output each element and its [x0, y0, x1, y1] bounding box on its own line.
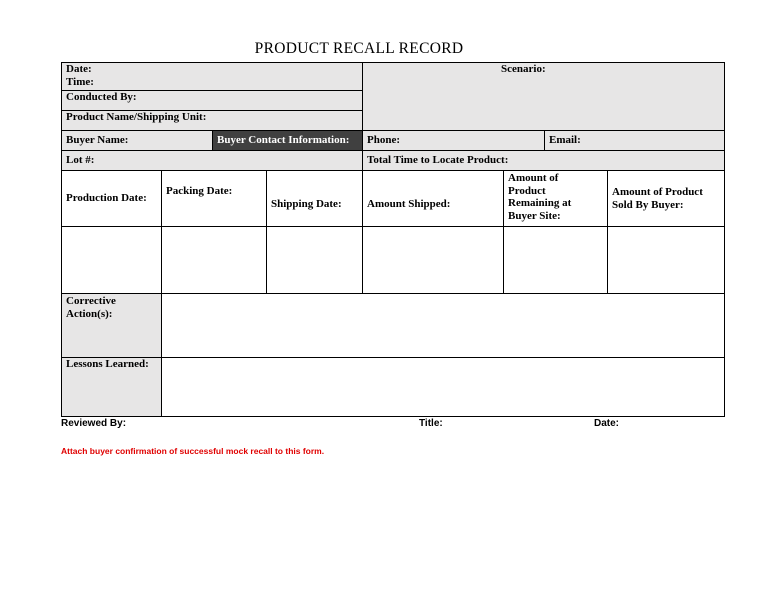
date-label: Date:: [66, 63, 92, 75]
footer-title-label: Title:: [419, 418, 443, 429]
date-time-cell[interactable]: [61, 62, 363, 91]
total-time-cell[interactable]: Total Time to Locate Product:: [362, 150, 725, 171]
corrective-action-field[interactable]: [161, 293, 725, 358]
form-title: PRODUCT RECALL RECORD: [254, 40, 464, 57]
lot-cell[interactable]: Lot #:: [61, 150, 363, 171]
col-production-date: Production Date:: [61, 170, 162, 227]
production-date-field[interactable]: [61, 226, 162, 294]
amount-shipped-field[interactable]: [362, 226, 504, 294]
reviewed-by-label: Reviewed By:: [61, 418, 127, 429]
scenario-cell[interactable]: Scenario:: [362, 62, 725, 131]
time-label: Time:: [66, 75, 94, 88]
col-amount-sold: Amount of Product Sold By Buyer:: [607, 170, 725, 227]
col-shipping-date: Shipping Date:: [266, 170, 363, 227]
col-packing-date: Packing Date:: [161, 170, 267, 227]
corrective-action-label: Corrective Action(s):: [61, 293, 162, 358]
shipping-date-field[interactable]: [266, 226, 363, 294]
amount-remaining-field[interactable]: [503, 226, 608, 294]
product-name-cell[interactable]: Product Name/Shipping Unit:: [61, 110, 363, 131]
attach-confirmation-note: Attach buyer confirmation of successful mock recall to this form.: [61, 446, 325, 456]
lessons-learned-field[interactable]: [161, 357, 725, 417]
footer-date-label: Date:: [594, 418, 620, 429]
col-amount-shipped: Amount Shipped:: [362, 170, 504, 227]
conducted-by-cell[interactable]: Conducted By:: [61, 90, 363, 111]
col-amount-remaining: Amount of Product Remaining at Buyer Site:: [503, 170, 608, 227]
phone-cell[interactable]: Phone:: [362, 130, 545, 151]
packing-date-field[interactable]: [161, 226, 267, 294]
lessons-learned-label: Lessons Learned:: [61, 357, 162, 417]
buyer-name-cell[interactable]: Buyer Name:: [61, 130, 213, 151]
amount-sold-field[interactable]: [607, 226, 725, 294]
email-cell[interactable]: Email:: [544, 130, 725, 151]
buyer-contact-header: Buyer Contact Information:: [212, 130, 363, 151]
